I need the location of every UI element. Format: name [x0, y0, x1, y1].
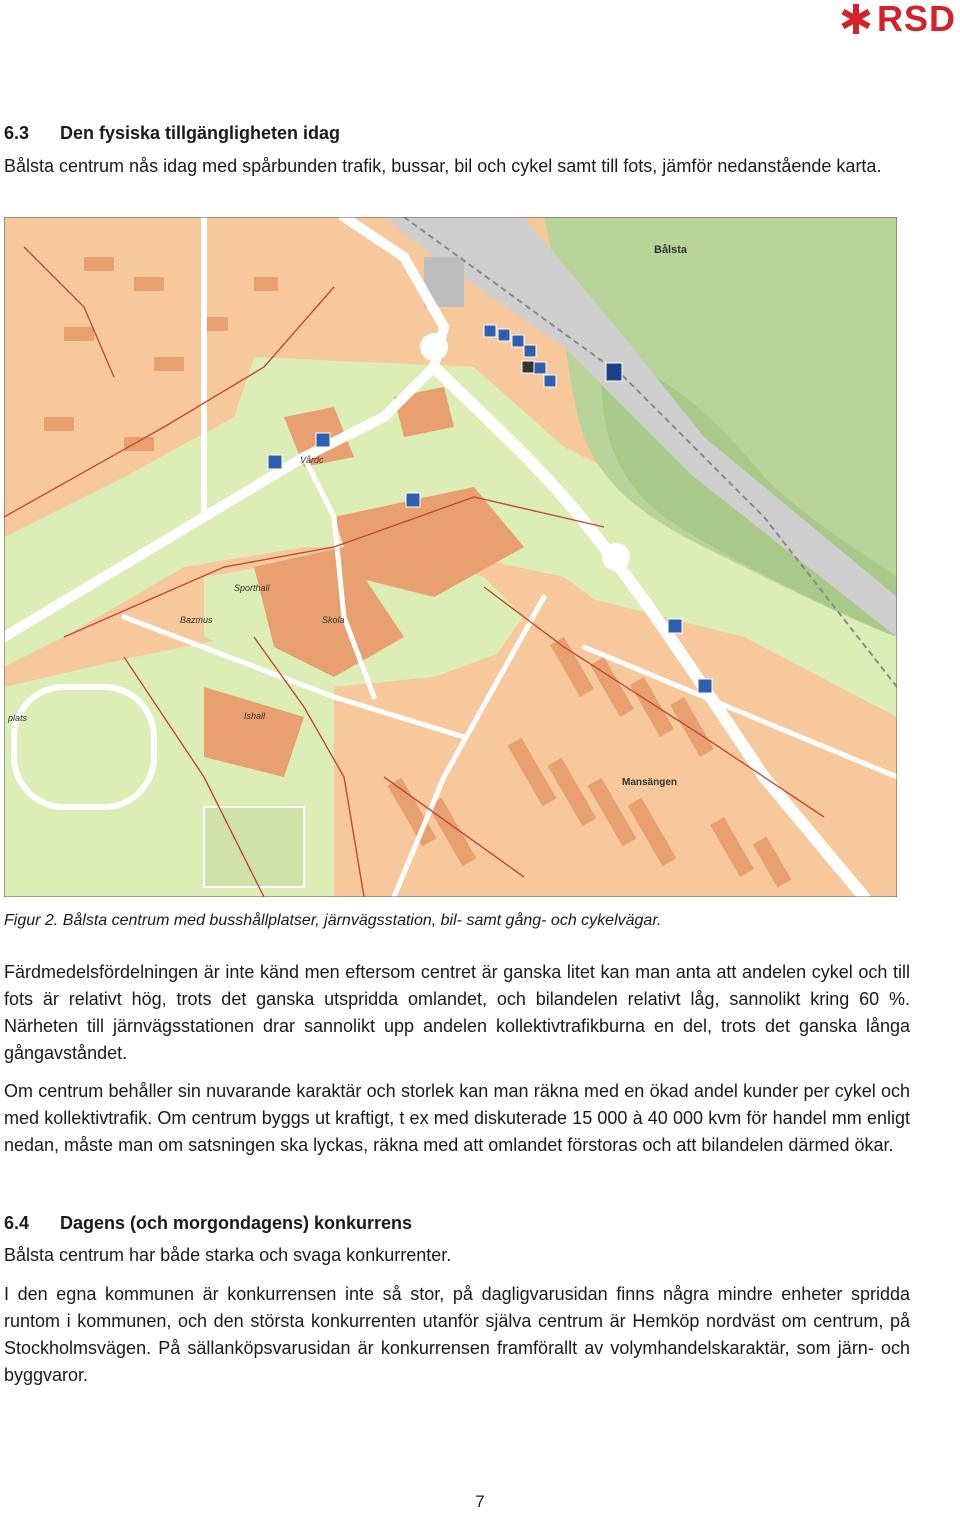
- section-heading-6-3: [4, 122, 340, 144]
- map-label-plats: plats: [8, 713, 28, 723]
- asterisk-icon: [839, 2, 873, 36]
- map-label-mansangen: Mansängen: [622, 777, 678, 788]
- section-number: 6.4: [4, 1213, 30, 1233]
- page-number: 7: [475, 1492, 485, 1511]
- section-intro: Bålsta centrum nås idag med spårbunden trafik, bussar, bil och cykel samt till fots, jämför nedanstående karta.: [4, 156, 882, 176]
- paragraph-mode-share: Färdmedelsfördelningen är inte känd men eftersom centret är ganska litet kan man anta att andelen cykel och till fots är relativt hög, trots det ganska utspridda omlandet, och bilandelen relativt låg, sannolikt kring 60 %. Närheten till järnvägsstationen drar sannolikt upp andelen kollektivtrafikburna en del, trots det ganska långa gångavståndet.: [4, 962, 910, 1063]
- section-intro: Bålsta centrum har både starka och svaga konkurrenter.: [4, 1245, 452, 1265]
- map-image: [4, 217, 897, 897]
- map-label-vardc: Vårdc: [300, 455, 324, 465]
- paragraph-future: Om centrum behåller sin nuvarande karaktär och storlek kan man räkna med en ökad andel kunder per cykel och med kollektivtrafik. Om centrum byggs ut kraftigt, t ex med diskuterade 15 000 à 40 000 kvm för handel mm enligt nedan, måste man om satsningen ska lyckas, räkna med att omlandet förstoras och att bilandelen därmed ökar.: [4, 1081, 910, 1155]
- section-number: 6.3: [4, 123, 30, 143]
- map-label-balsta: Bålsta: [654, 244, 688, 256]
- figure-caption: Figur 2. Bålsta centrum med busshållplatser, järnvägsstation, bil- samt gång- och cykelvägar.: [4, 912, 662, 929]
- section-heading-6-4: [4, 1212, 412, 1234]
- logo-text: RSD: [876, 0, 956, 39]
- section-title: Dagens (och morgondagens) konkurrens: [60, 1213, 413, 1233]
- map-label-sporthall: Sporthall: [234, 583, 270, 593]
- rsd-logo: [839, 0, 956, 38]
- section-title: Den fysiska tillgängligheten idag: [60, 123, 341, 143]
- map-label-bazmus: Bazmus: [180, 615, 213, 625]
- map-figure: [4, 217, 897, 897]
- map-label-ishall: Ishall: [244, 711, 266, 721]
- paragraph-competition: I den egna kommunen är konkurrensen inte så stor, på dagligvarusidan finns några mindre enheter spridda runtom i kommunen, och den största konkurrenten utanför själva centrum är Hemköp nordväst om centrum, på Stockholmsvägen. På sällanköpsvarusidan är konkurrensen framförallt av volymhandelskaraktär, som järn- och byggvaror.: [4, 1284, 910, 1385]
- map-label-skola: Skola: [322, 615, 345, 625]
